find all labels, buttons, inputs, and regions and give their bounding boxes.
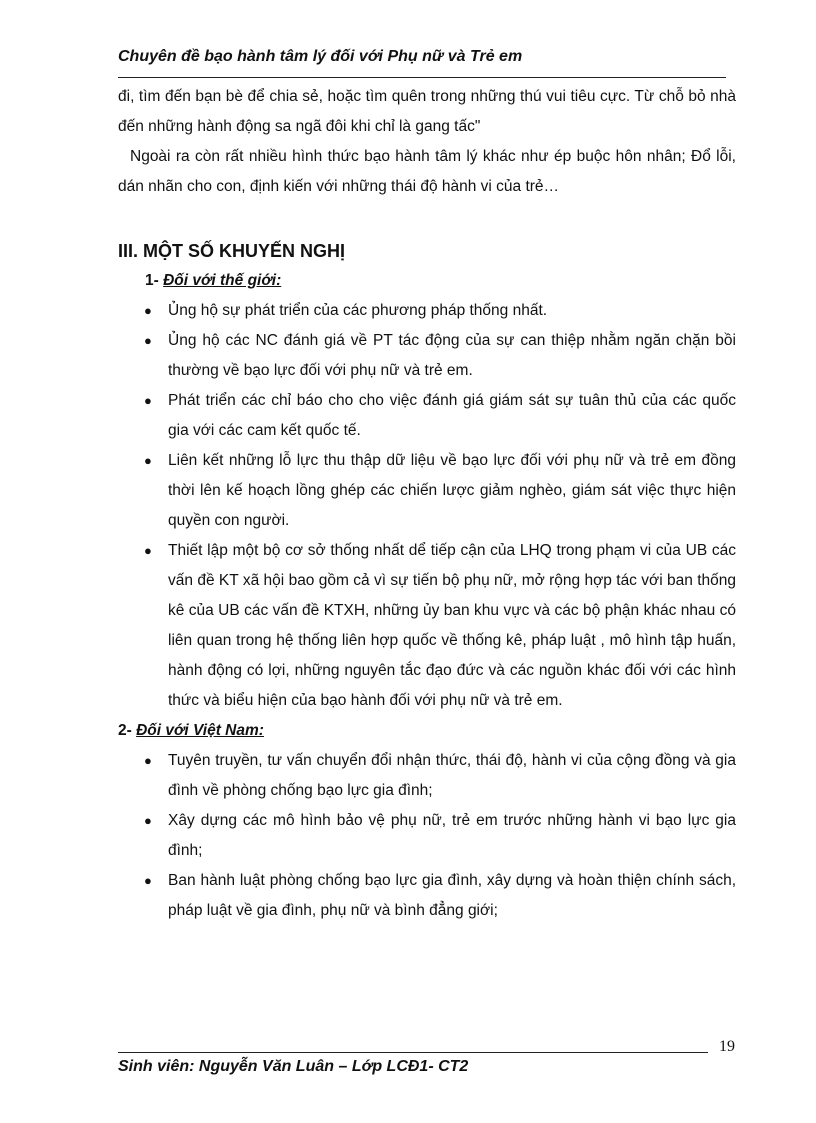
- subsection-2-list: [118, 746, 736, 926]
- page-number: 19: [719, 1038, 735, 1055]
- list-item-text: Tuyên truyền, tư vấn chuyển đổi nhận thức, thái độ, hành vi của cộng đồng và gia đình về phòng chống bạo lực gia đình;: [168, 752, 736, 799]
- subsection-1-heading: [118, 266, 736, 296]
- section-heading: III. MỘT SỐ KHUYẾN NGHỊ: [118, 241, 346, 261]
- page-header-title: Chuyên đề bạo hành tâm lý đối với Phụ nữ và Trẻ em: [118, 48, 523, 65]
- document-body: [118, 82, 736, 926]
- footer-divider: [118, 1052, 708, 1053]
- intro-continuation: đi, tìm đến bạn bè để chia sẻ, hoặc tìm quên trong những thú vui tiêu cực. Từ chỗ bỏ nhà đến những hành động sa ngã đôi khi chỉ là gang tấc": [118, 88, 736, 135]
- list-item: [118, 746, 736, 806]
- bullet-icon: ●: [144, 813, 152, 828]
- list-item: [118, 386, 736, 446]
- bullet-icon: ●: [144, 543, 152, 558]
- bullet-icon: ●: [144, 303, 152, 318]
- list-item: [118, 536, 736, 716]
- list-item: [118, 446, 736, 536]
- list-item-text: Liên kết những lỗ lực thu thập dữ liệu về bạo lực đối với phụ nữ và trẻ em đồng thời lên kế hoạch lồng ghép các chiến lược giảm nghèo, giám sát việc thực hiện quyền con người.: [168, 452, 736, 529]
- list-item-text: Xây dựng các mô hình bảo vệ phụ nữ, trẻ em trước những hành vi bạo lực gia đình;: [168, 812, 736, 859]
- bullet-icon: ●: [144, 753, 152, 768]
- list-item-text: Ban hành luật phòng chống bạo lực gia đình, xây dựng và hoàn thiện chính sách, pháp luật về gia đình, phụ nữ và bình đẳng giới;: [168, 872, 736, 919]
- subsection-1-list: [118, 296, 736, 716]
- bullet-icon: ●: [144, 873, 152, 888]
- list-item-text: Ủng hộ các NC đánh giá về PT tác động của sự can thiệp nhằm ngăn chặn bồi thường về bạo lực đối với phụ nữ và trẻ em.: [168, 332, 736, 379]
- subsection-2-number: 2-: [118, 722, 132, 739]
- subsection-2-heading: [118, 716, 736, 746]
- list-item-text: Ủng hộ sự phát triển của các phương pháp thống nhất.: [168, 302, 548, 319]
- bullet-icon: ●: [144, 333, 152, 348]
- footer-author: Sinh viên: Nguyễn Văn Luân – Lớp LCĐ1- CT2: [118, 1058, 469, 1075]
- list-item: [118, 866, 736, 926]
- list-item: [118, 326, 736, 386]
- subsection-2-title: Đối với Việt Nam:: [136, 722, 264, 739]
- subsection-1-number: 1-: [145, 272, 159, 289]
- bullet-icon: ●: [144, 453, 152, 468]
- bullet-icon: ●: [144, 393, 152, 408]
- header-divider: [118, 77, 726, 78]
- list-item: [118, 806, 736, 866]
- list-item-text: Phát triển các chỉ báo cho cho việc đánh giá giám sát sự tuân thủ của các quốc gia với các cam kết quốc tế.: [168, 392, 736, 439]
- list-item: [118, 296, 736, 326]
- subsection-1-title: Đối với thế giới:: [163, 272, 282, 289]
- list-item-text: Thiết lập một bộ cơ sở thống nhất dể tiếp cận của LHQ trong phạm vi của UB các vấn đề KT xã hội bao gồm cả vì sự tiến bộ phụ nữ, mở rộng hợp tác với ban thống kê của UB các vấn đề KTXH, những ủy ban khu vực và các bộ phận khác nhau có liên quan trong hệ thống liên hợp quốc về thống kê, pháp luật , mô hình tập huấn, hành động có lợi, những nguyên tắc đạo đức và các nguồn khác đối với các hình thức và biểu hiện của bạo hành đối với phụ nữ và trẻ em.: [168, 542, 736, 709]
- intro-paragraph: Ngoài ra còn rất nhiều hình thức bạo hành tâm lý khác như ép buộc hôn nhân; Đổ lỗi, dán nhãn cho con, định kiến với những thái độ hành vi của trẻ…: [118, 148, 736, 195]
